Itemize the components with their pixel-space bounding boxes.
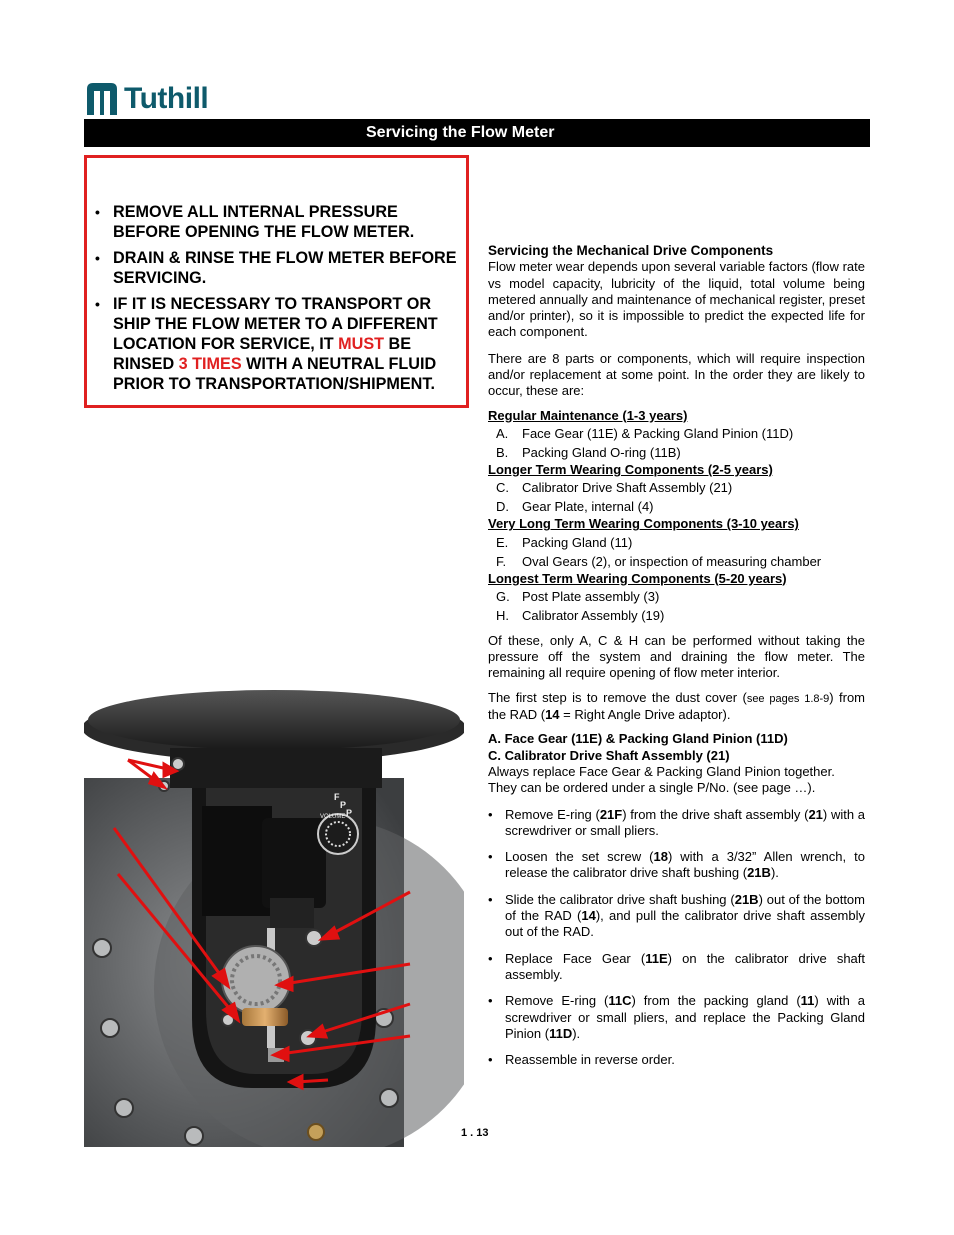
group-title: Very Long Term Wearing Components (3-10 years) xyxy=(488,516,799,532)
paragraph: Always replace Face Gear & Packing Gland Pinion together. They can be ordered under a single P/No. (see page …). xyxy=(488,763,835,796)
subheading: A. Face Gear (11E) & Packing Gland Pinion (11D) xyxy=(488,731,788,747)
warning-box xyxy=(84,155,469,408)
group-title: Longest Term Wearing Components (5-20 years) xyxy=(488,570,787,586)
paragraph: Flow meter wear depends upon several variable factors (flow rate vs model capacity, lubricity of the liquid, total volume being metered annually and maintenance of mechanical register, preset and/or printer), so it is impossible to predict the expected life for each component. xyxy=(488,259,865,340)
logo-wordmark: Tuthill xyxy=(124,82,209,115)
warning-item: • IF IT IS NECESSARY TO TRANSPORT OR SHIP THE FLOW METER TO A DIFFERENT LOCATION FOR SERVICE, IT MUST BE RINSED 3 TIMES WITH A NEUTRAL FLUID PRIOR TO TRANSPORTATION/SHIPMENT. xyxy=(93,294,461,394)
page-title: Servicing the Flow Meter xyxy=(366,124,555,141)
dial-label-f: F xyxy=(334,792,340,802)
list-item: E. Packing Gland (11) xyxy=(496,534,633,550)
group-very-long xyxy=(488,516,865,570)
flow-meter-photo xyxy=(84,688,464,1147)
dial-label-p: P xyxy=(340,800,347,810)
tuthill-logo xyxy=(84,79,208,119)
group-title: Longer Term Wearing Components (2-5 years) xyxy=(488,461,773,477)
section-heading: Servicing the Mechanical Drive Components xyxy=(488,243,774,258)
list-item: A. Face Gear (11E) & Packing Gland Pinion (11D) xyxy=(496,425,794,441)
list-item: H. Calibrator Assembly (19) xyxy=(496,607,665,623)
paragraph: Of these, only A, C & H can be performed without taking the pressure off the system and draining the flow meter. The remaining all require opening of flow meter interior. xyxy=(488,632,865,681)
step-item: • Replace Face Gear (11E) on the calibrator drive shaft assembly. xyxy=(488,951,865,984)
list-item: F. Oval Gears (2), or inspection of measuring chamber xyxy=(496,553,822,569)
step-item: • Reassemble in reverse order. xyxy=(488,1052,865,1068)
dial-label-volume: VOLUME xyxy=(320,814,346,820)
step-item: • Loosen the set screw (18) with a 3/32” Allen wrench, to release the calibrator drive shaft bushing (21B). xyxy=(488,849,865,882)
group-longest xyxy=(488,571,865,625)
step-item: • Remove E-ring (21F) from the drive shaft assembly (21) with a screwdriver or small pliers. xyxy=(488,807,865,840)
list-item: G. Post Plate assembly (3) xyxy=(496,588,660,604)
list-item: C. Calibrator Drive Shaft Assembly (21) xyxy=(496,480,733,496)
flow-meter-illustration xyxy=(84,688,464,1147)
group-title: Regular Maintenance (1-3 years) xyxy=(488,407,688,423)
group-longer xyxy=(488,462,865,516)
list-item: D. Gear Plate, internal (4) xyxy=(496,499,654,515)
title-bar xyxy=(84,119,870,147)
tuthill-logo-icon xyxy=(84,81,120,117)
list-item: B. Packing Gland O-ring (11B) xyxy=(496,444,681,460)
must-emphasis: MUST xyxy=(338,335,384,353)
subheading: C. Calibrator Drive Shaft Assembly (21) xyxy=(488,747,730,763)
paragraph: There are 8 parts or components, which will require inspection and/or replacement at some point. In the order they are likely to occur, these are: xyxy=(488,350,865,399)
paragraph: The first step is to remove the dust cover (see pages 1.8-9) from the RAD (14 = Right Angle Drive adaptor). xyxy=(488,689,866,723)
step-item: • Slide the calibrator drive shaft bushing (21B) out of the bottom of the RAD (14), and pull the calibrator drive shaft assembly out of the RAD. xyxy=(488,892,865,941)
dial-label-p2: P xyxy=(346,808,353,818)
warning-item: • DRAIN & RINSE THE FLOW METER BEFORE SERVICING. xyxy=(93,248,461,288)
right-column xyxy=(488,243,865,1068)
warning-list xyxy=(93,202,461,400)
step-item: • Remove E-ring (11C) from the packing gland (11) with a screwdriver or small pliers, and replace the Packing Gland Pinion (11D). xyxy=(488,993,865,1042)
warning-item: • REMOVE ALL INTERNAL PRESSURE BEFORE OPENING THE FLOW METER. xyxy=(93,202,461,242)
group-regular xyxy=(488,408,865,462)
page-number: 1 . 13 xyxy=(461,1127,489,1139)
three-times-emphasis: 3 TIMES xyxy=(178,355,242,373)
